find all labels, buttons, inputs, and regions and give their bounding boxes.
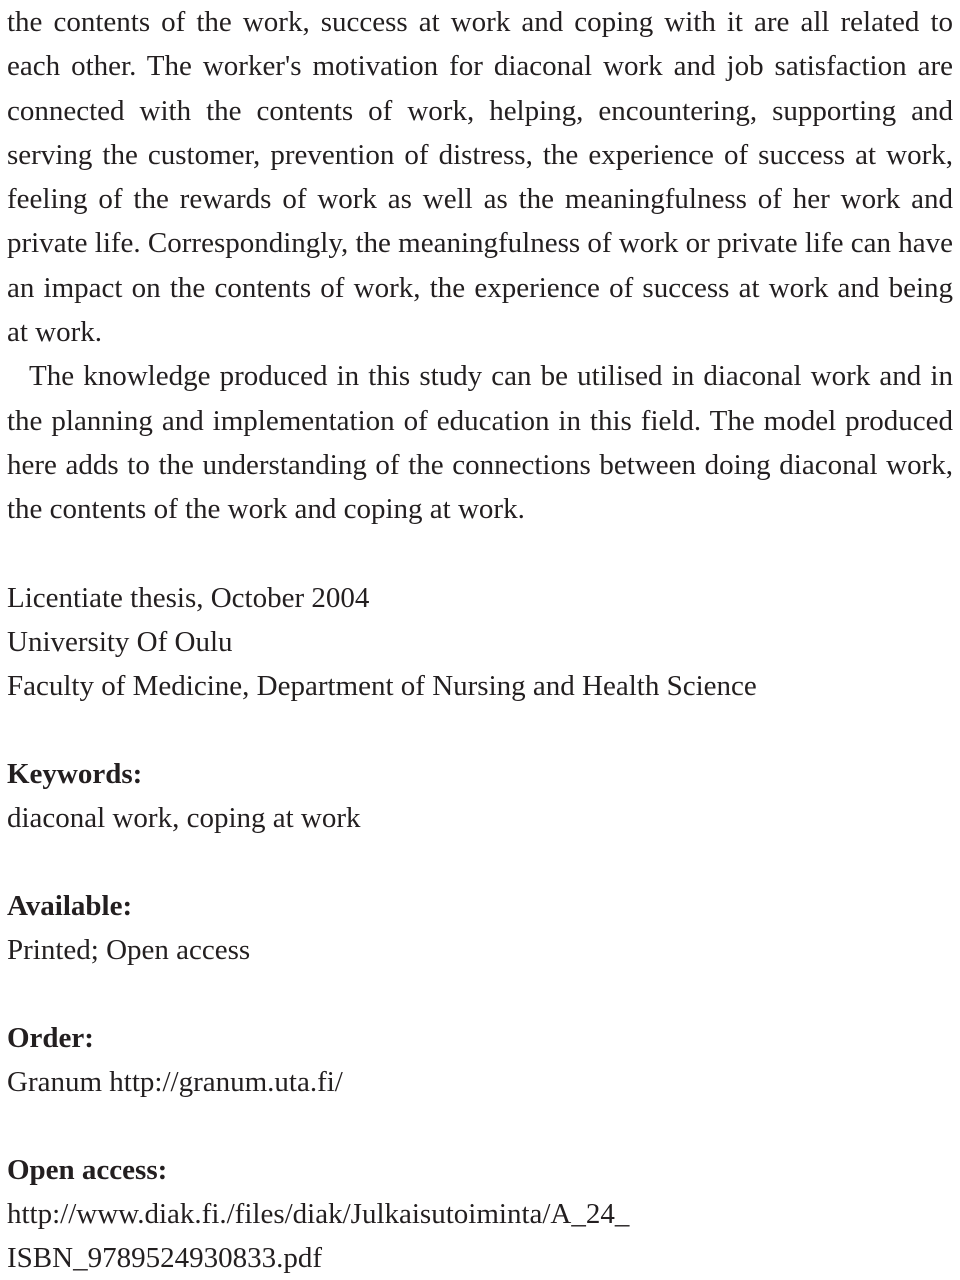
keywords-label: Keywords: xyxy=(7,757,143,790)
order-section xyxy=(7,1016,953,1104)
open-access-url-line-2: ISBN_9789524930833.pdf xyxy=(7,1241,322,1274)
order-label: Order: xyxy=(7,1021,94,1054)
keywords-value: diaconal work, coping at work xyxy=(7,801,361,834)
thesis-type-date: Licentiate thesis, October 2004 xyxy=(7,581,370,614)
open-access-url-line-1: http://www.diak.fi./files/diak/Julkaisutoiminta/A_24_ xyxy=(7,1197,630,1230)
keywords-section xyxy=(7,752,953,840)
available-label: Available: xyxy=(7,889,133,922)
order-value: Granum http://granum.uta.fi/ xyxy=(7,1065,343,1098)
abstract-body xyxy=(7,0,953,532)
thesis-info xyxy=(7,576,953,708)
abstract-paragraph-2: The knowledge produced in this study can be utilised in diaconal work and in the planning and implementation of education in this field. The model produced here adds to the understanding of the connections between doing diaconal work, the contents of the work and coping at work. xyxy=(7,360,953,526)
available-section xyxy=(7,884,953,972)
thesis-university: University Of Oulu xyxy=(7,625,233,658)
available-value: Printed; Open access xyxy=(7,933,251,966)
thesis-faculty: Faculty of Medicine, Department of Nursing and Health Science xyxy=(7,669,757,702)
spacer xyxy=(7,532,953,576)
document-page xyxy=(7,0,953,1280)
open-access-section xyxy=(7,1148,953,1280)
open-access-label: Open access: xyxy=(7,1153,168,1186)
abstract-paragraph-1: the contents of the work, success at work and coping with it are all related to each other. The worker's motivation for diaconal work and job satisfaction are connected with the contents of work, helping, encountering, supporting and serving the customer, prevention of distress, the experience of success at work, feeling of the rewards of work as well as the meaningfulness of her work and private life. Correspondingly, the meaningfulness of work or private life can have an impact on the contents of work, the experience of success at work and being at work. xyxy=(7,6,953,349)
